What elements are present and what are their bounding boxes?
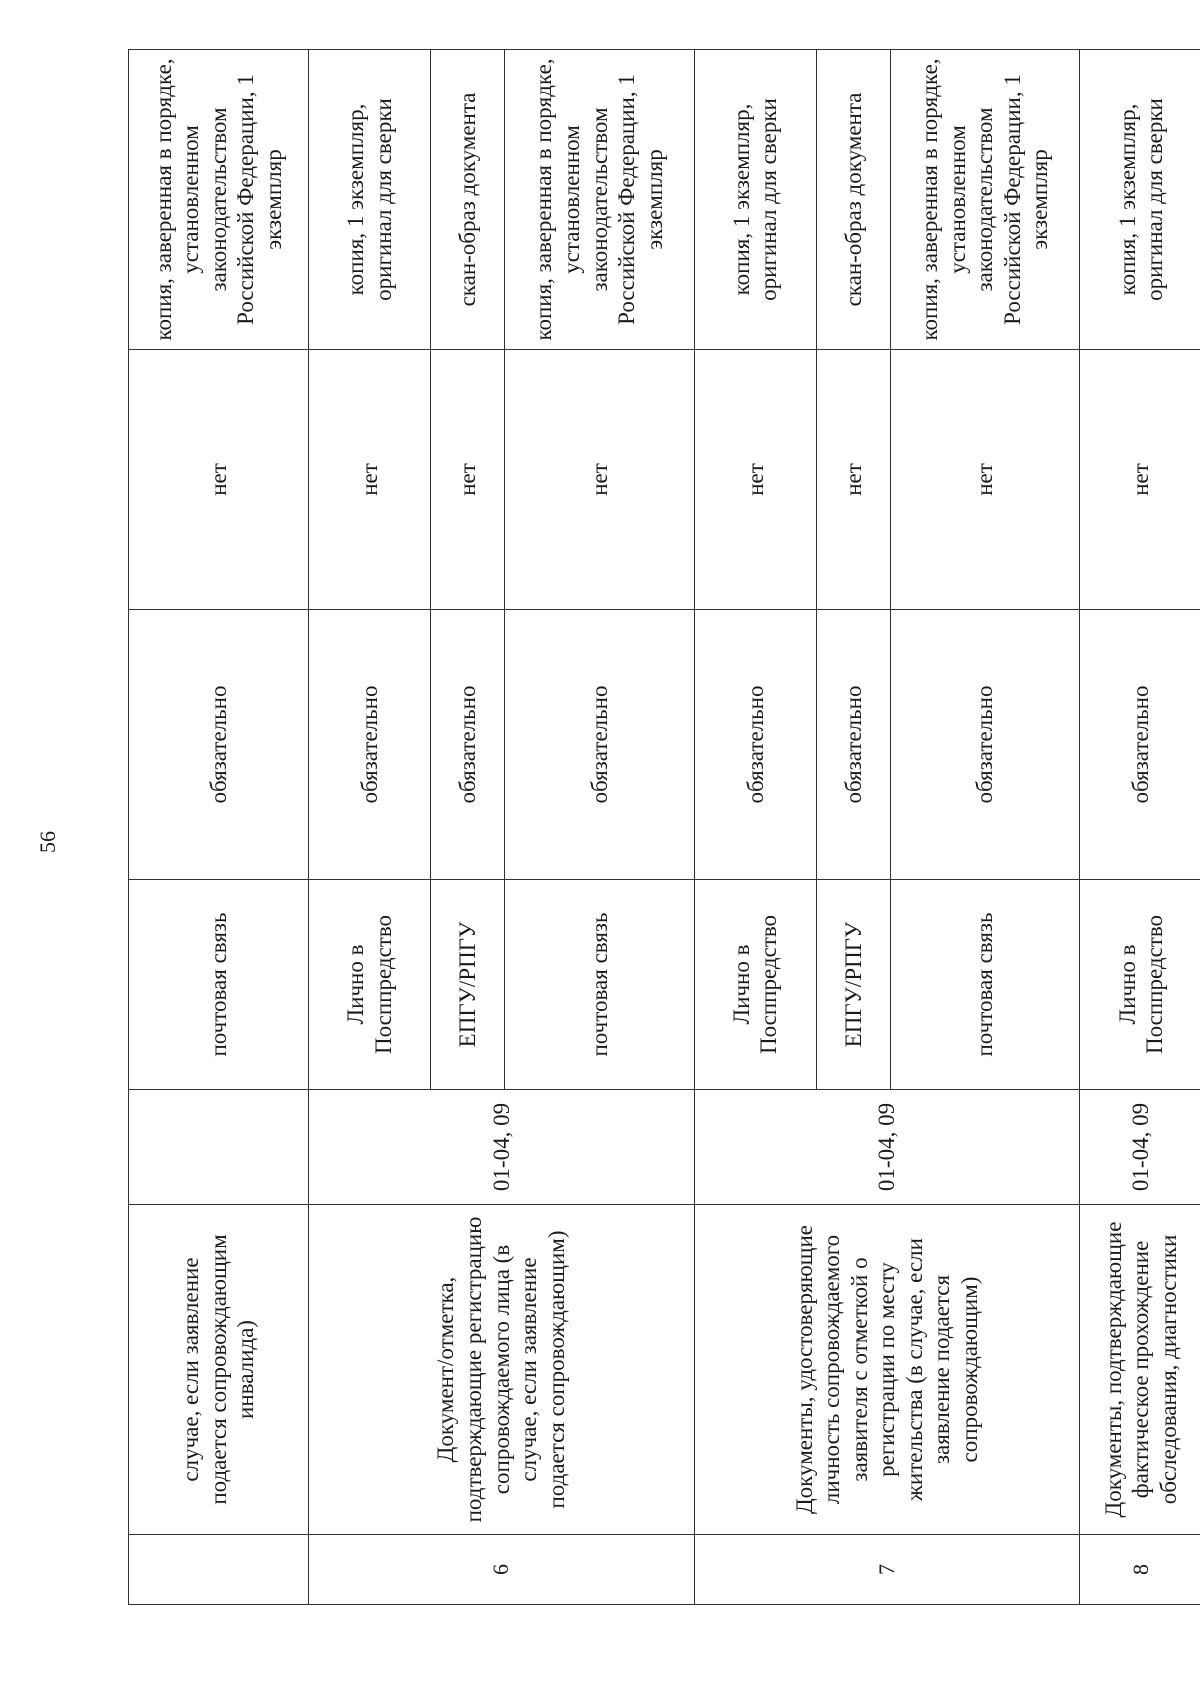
original-flag: нет — [129, 350, 309, 610]
rotated-page — [128, 50, 1200, 1605]
submission-method: Лично в Посппредство — [308, 880, 430, 1090]
document-name: Документы, удостоверяющие личность сопровождаемого заявителя с отметкой о регистрации по месту жительства (в случае, если заявление подается сопровождающим) — [694, 1205, 1080, 1535]
required-flag: обязательно — [431, 610, 504, 880]
table-row — [129, 50, 309, 1605]
row-number: 8 — [1080, 1535, 1200, 1605]
table-row — [1080, 50, 1200, 1605]
original-flag: нет — [308, 350, 430, 610]
document-form: копия, заверенная в порядке, установленном законодательством Российской Федерации, 1 экземпляр — [504, 50, 694, 350]
code-cell — [129, 1090, 309, 1205]
row-number: 6 — [308, 1535, 694, 1605]
original-flag: нет — [1080, 350, 1200, 610]
required-flag: обязательно — [817, 610, 890, 880]
submission-method: Лично в Посппредство — [694, 880, 816, 1090]
document-form: копия, 1 экземпляр, оригинал для сверки — [308, 50, 430, 350]
document-name: Документ/отметка, подтверждающие регистрацию сопровождаемого лица (в случае, если заявление подается сопровождающим) — [308, 1205, 694, 1535]
document-name: случае, если заявление подается сопровождающим инвалида) — [129, 1205, 309, 1535]
page-number: 56 — [35, 831, 60, 853]
table-row — [694, 50, 816, 1605]
document-form: копия, 1 экземпляр, оригинал для сверки — [694, 50, 816, 350]
submission-method: почтовая связь — [890, 880, 1080, 1090]
code-cell: 01-04, 09 — [694, 1090, 1080, 1205]
row-number — [129, 1535, 309, 1605]
submission-method: ЕПГУ/РПГУ — [817, 880, 890, 1090]
code-cell: 01-04, 09 — [308, 1090, 694, 1205]
original-flag: нет — [890, 350, 1080, 610]
document-form: скан-образ документа — [817, 50, 890, 350]
submission-method: почтовая связь — [504, 880, 694, 1090]
original-flag: нет — [817, 350, 890, 610]
required-flag: обязательно — [694, 610, 816, 880]
required-flag: обязательно — [890, 610, 1080, 880]
document-name: Документы, подтверждающие фактическое прохождение обследования, диагностики — [1080, 1205, 1200, 1535]
required-flag: обязательно — [1080, 610, 1200, 880]
submission-method: почтовая связь — [129, 880, 309, 1090]
code-cell: 01-04, 09 — [1080, 1090, 1200, 1205]
document-form: копия, заверенная в порядке, установленном законодательством Российской Федерации, 1 экземпляр — [129, 50, 309, 350]
documents-table — [128, 49, 1200, 1605]
submission-method: ЕПГУ/РПГУ — [431, 880, 504, 1090]
row-number: 7 — [694, 1535, 1080, 1605]
document-form: копия, заверенная в порядке, установленном законодательством Российской Федерации, 1 экземпляр — [890, 50, 1080, 350]
document-form: скан-образ документа — [431, 50, 504, 350]
original-flag: нет — [504, 350, 694, 610]
original-flag: нет — [431, 350, 504, 610]
required-flag: обязательно — [129, 610, 309, 880]
submission-method: Лично в Посппредство — [1080, 880, 1200, 1090]
required-flag: обязательно — [308, 610, 430, 880]
table-row — [308, 50, 430, 1605]
original-flag: нет — [694, 350, 816, 610]
required-flag: обязательно — [504, 610, 694, 880]
document-form: копия, 1 экземпляр, оригинал для сверки — [1080, 50, 1200, 350]
